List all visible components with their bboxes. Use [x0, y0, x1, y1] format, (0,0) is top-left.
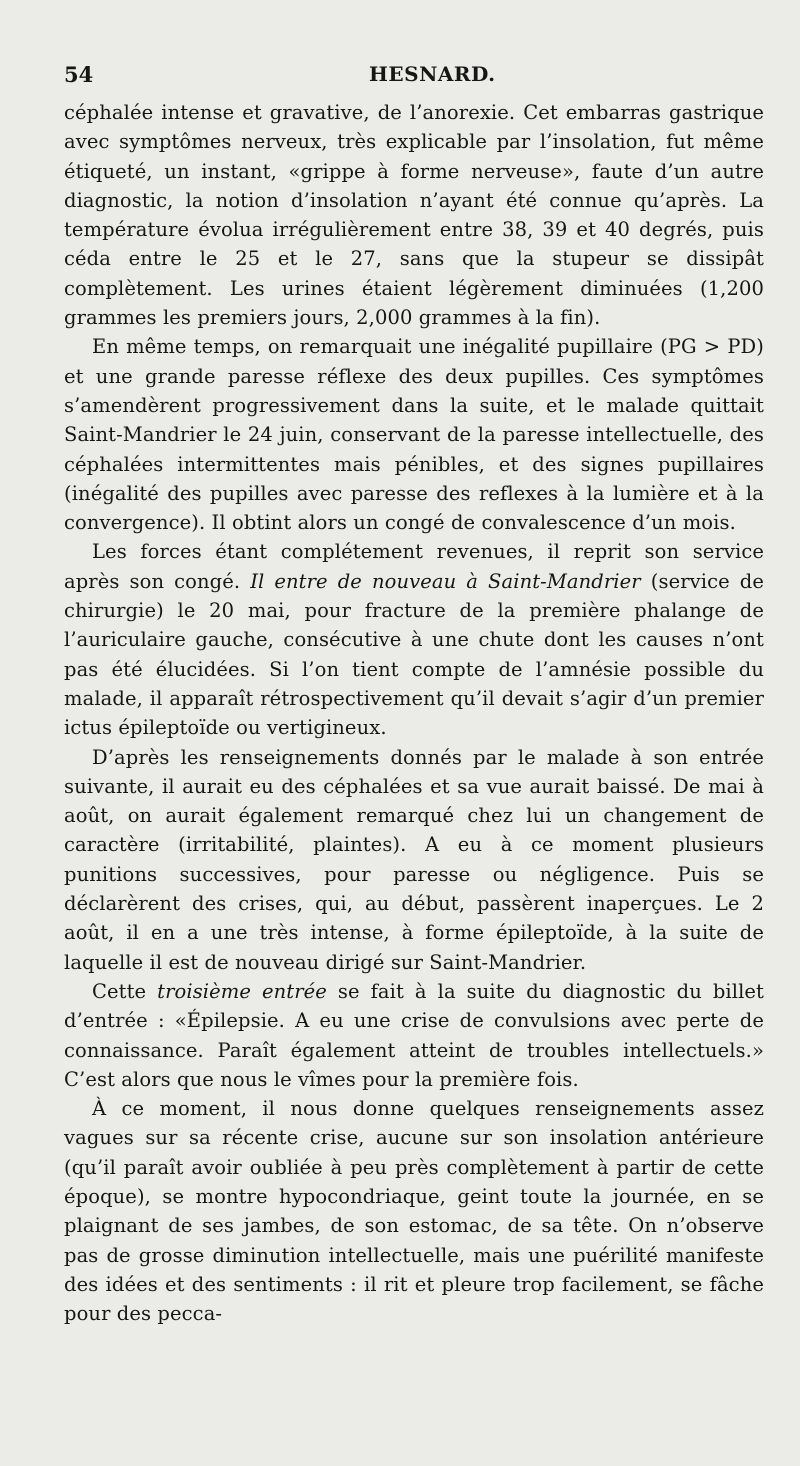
text-run: D’après les renseignements donnés par le malade à son entrée suivante, il aurait eu des céphalées et sa vue aurait baissé. De mai à août, on aurait également remarqué chez lui un changement de caractère (irritabilité, plaintes). A eu à ce moment plusieurs punitions successives, pour paresse ou négligence. Puis se déclarèrent des crises, qui, au début, passèrent inaperçues. Le 2 août, il en a une très intense, à forme épileptoïde, à la suite de laquelle il est de nouveau dirigé sur Saint-Mandrier.: [64, 745, 764, 974]
page-header: [64, 62, 764, 98]
text-run: Les forces étant complétement revenues, il reprit son service après son congé.: [64, 540, 764, 593]
paragraph: [64, 743, 764, 977]
text-run: céphalée intense et gravative, de l’anorexie. Cet embarras gastrique avec symptômes nerveux, très explicable par l’insolation, fut même étiqueté, un instant, «grippe à forme nerveuse», faute d’un autre diagnostic, la notion d’insolation n’ayant été connue qu’après. La température évolua irrégulièrement entre 38, 39 et 40 degrés, puis céda entre le 25 et le 27, sans que la stupeur se dissipât complètement. Les urines étaient légèrement diminuées (1,200 grammes les premiers jours, 2,000 grammes à la fin).: [64, 101, 764, 330]
text-run: se fait à la suite du diagnostic du billet d’entrée : «Épilepsie. A eu une crise de convulsions avec perte de connaissance. Paraît également atteint de troubles intellectuels.» C’est alors que nous le vîmes pour la première fois.: [64, 979, 764, 1091]
paragraph: [64, 537, 764, 742]
paragraph: [64, 98, 764, 332]
paragraph: [64, 1094, 764, 1328]
running-head: HESNARD.: [369, 62, 496, 86]
text-run: À ce moment, il nous donne quelques renseignements assez vagues sur sa récente crise, aucune sur son insolation antérieure (qu’il paraît avoir oubliée à peu près complètement à partir de cette époque), se montre hypocondriaque, geint toute la journée, en se plaignant de ses jambes, de son estomac, de sa tête. On n’observe pas de grosse diminution intellectuelle, mais une puérilité manifeste des idées et des sentiments : il rit et pleure trop facilement, se fâche pour des pecca-: [64, 1097, 764, 1326]
text-run: Cette: [92, 979, 158, 1003]
paragraph: [64, 977, 764, 1094]
page-number: 54: [64, 62, 94, 87]
text-run: (service de chirurgie) le 20 mai, pour fracture de la première phalange de l’auriculaire gauche, consécutive à une chute dont les causes n’ont pas été élucidées. Si l’on tient compte de l’amnésie possible du malade, il apparaît rétrospectivement qu’il devait s’agir d’un premier ictus épileptoïde ou vertigineux.: [64, 569, 764, 740]
italic-text-run: Il entre de nouveau à Saint-Mandrier: [250, 569, 641, 593]
body-text: [64, 98, 764, 1328]
text-run: En même temps, on remarquait une inégalité pupillaire (PG > PD) et une grande paresse réflexe des deux pupilles. Ces symptômes s’amendèrent progressivement dans la suite, et le malade quittait Saint-Mandrier le 24 juin, conservant de la paresse intellectuelle, des céphalées intermittentes mais pénibles, et des signes pupillaires (inégalité des pupilles avec paresse des reflexes à la lumière et à la convergence). Il obtint alors un congé de convalescence d’un mois.: [64, 335, 764, 535]
italic-text-run: troisième entrée: [157, 979, 327, 1003]
paragraph: [64, 332, 764, 537]
